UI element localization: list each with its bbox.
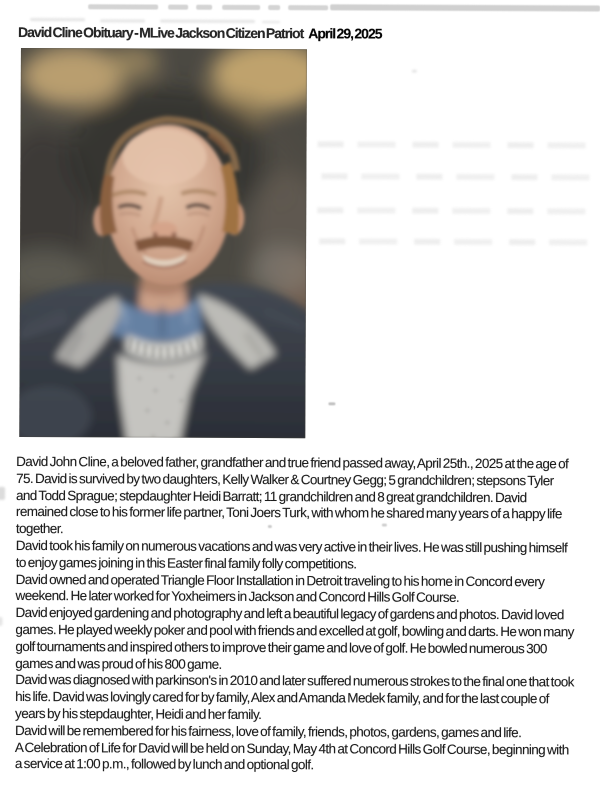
document-title-date: April 29, 2025 <box>308 25 382 42</box>
scan-speck <box>328 402 335 405</box>
obituary-paragraph-6: David will be remembered for his fairness, love of family, friends, photos, gardens, games and life. <box>14 722 522 740</box>
scan-streak <box>88 4 158 9</box>
scan-streak <box>288 5 328 10</box>
scan-wash-overlay <box>19 48 307 438</box>
scan-streak <box>168 5 188 10</box>
obituary-paragraph-7: A Celebration of Life for David will be held on Sunday, May 4th at Concord Hills Golf Course, beginning with a service at 1:00 p.m., followed by lunch and optional golf. <box>14 739 569 773</box>
portrait-illustration <box>19 48 307 438</box>
scan-streak <box>222 5 260 10</box>
scan-speck <box>412 70 417 73</box>
obituary-paragraph-2: David took his family on numerous vacations and was very active in their lives. He was still pushing himself to enjoy games joining in this Easter final family folly competitions. <box>15 537 568 572</box>
obituary-paragraph-3: David owned and operated Triangle Floor Installation in Detroit traveling to his home in Concord every weekend. He later worked for Yoxheimers in Jackson and Concord Hills Golf Course. <box>15 571 545 606</box>
scan-streak <box>268 5 280 10</box>
edge-smudge <box>0 617 2 626</box>
obituary-photo <box>19 48 307 438</box>
scan-streak <box>160 20 255 23</box>
show-through-line <box>321 173 591 180</box>
obituary-paragraph-1: David John Cline, a beloved father, grandfather and true friend passed away, April 25th., 2025 at the age of 75. David is survived by two daughters, Kelly Walker & Courtney Gegg; 5 grandchildren; stepsons Tyler and Todd Sprague; stepdaughter Heidi Barratt; 11 grandchildren and 8 great grandchildren. David remained close to his former life partner, Toni Joers Turk, with whom he shared many years of a happy life together. <box>15 453 569 537</box>
obituary-text <box>15 454 576 776</box>
show-through-line <box>318 141 593 148</box>
obituary-paragraph-5: David was diagnosed with parkinson's in 2010 and later suffered numerous strokes to the final one that took his life. David was lovingly cared for by family, Alex and Amanda Medek family, and for the last couple of years by his stepdaughter, Heidi and her family. <box>15 672 574 722</box>
scan-streak <box>100 19 145 22</box>
show-through-line <box>317 207 595 214</box>
show-through-line <box>319 238 591 245</box>
document-title <box>18 24 382 42</box>
scan-streak <box>30 18 85 21</box>
scan-streak <box>330 4 600 11</box>
scan-streak <box>262 21 280 23</box>
obituary-paragraph-4: David enjoyed gardening and photography and left a beautiful legacy of gardens and photos. David loved games. He played weekly poker and pool with friends and excelled at golf, bowling and darts. He won many golf tournaments and inspired others to improve their game and love of golf. He bowled numerous 300 games and was proud of his 800 game. <box>15 605 574 672</box>
edge-smudge <box>0 487 5 500</box>
document-title-text: David Cline Obituary - MLive Jackson Citizen Patriot <box>18 23 304 42</box>
scan-streak <box>196 5 212 10</box>
